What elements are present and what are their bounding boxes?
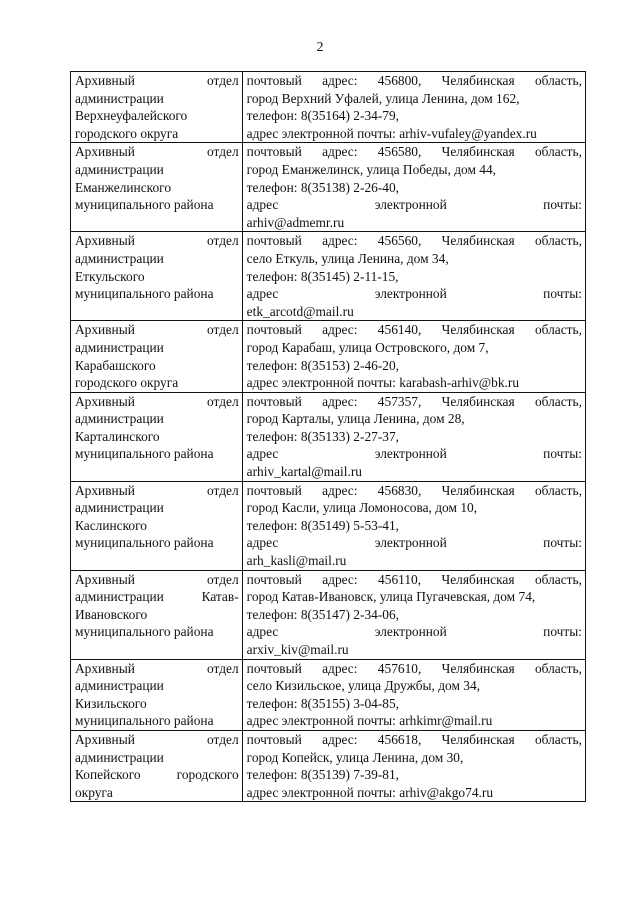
org-cell [71,730,243,801]
postal-address-word: почтовый [246,233,302,249]
org-line: администрации [75,250,164,266]
org-line: муниципального района [75,446,214,462]
postal-address-word: 457357, [377,393,422,409]
postal-address-word: 457610, [377,660,422,676]
org-line: администрации [75,678,164,694]
email-line: адрес электронной почты: karabash-arhiv@bk.ru [246,375,520,391]
org-line-split-word-1: администрации [75,589,164,605]
contact-cell [242,570,585,659]
postal-address-line [247,72,582,90]
phone-line: телефон: 8(35133) 2-27-37, [246,428,400,444]
org-line: муниципального района [75,624,214,640]
email-line: адрес электронной почты: arhiv-vufaley@yandex.ru [246,125,537,141]
street-address-line: город Верхний Уфалей, улица Ленина, дом 162, [246,90,520,106]
org-title-line-word-1: Архивный [75,571,135,587]
table-row [71,570,586,659]
contact-cell [242,232,585,321]
org-line: Верхнеуфалейского [75,108,188,124]
postal-address-line [247,321,582,339]
postal-address-word: Челябинская [441,660,515,676]
org-line: администрации [75,749,164,765]
email-label-word: почты: [543,197,582,213]
phone-line: телефон: 8(35147) 2-34-06, [246,606,400,622]
table-row [71,481,586,570]
org-line: Ивановского [75,606,148,622]
phone-line: телефон: 8(35149) 5-53-41, [246,517,400,533]
postal-address-word: Челябинская [441,731,515,747]
org-title-line-word-1: Архивный [75,731,135,747]
org-line: городского округа [75,125,179,141]
org-line: Каслинского [75,517,147,533]
postal-address-line [247,731,582,749]
postal-address-word: адрес: [322,660,358,676]
street-address-line: город Карабаш, улица Островского, дом 7, [246,339,489,355]
contact-cell [242,481,585,570]
street-address-line: город Копейск, улица Ленина, дом 30, [246,749,464,765]
contact-cell [242,72,585,143]
org-title-line-word-2: отдел [207,393,239,409]
org-line: администрации [75,90,164,106]
org-title-line [75,143,239,161]
postal-address-word: почтовый [246,571,302,587]
table-row [71,143,586,232]
postal-address-word: почтовый [246,393,302,409]
postal-address-word: область, [534,482,582,498]
org-line: администрации [75,161,164,177]
postal-address-line [247,571,582,589]
org-cell [71,392,243,481]
org-title-line-word-1: Архивный [75,660,135,676]
street-address-line: село Еткуль, улица Ленина, дом 34, [246,250,449,266]
org-line: администрации [75,411,164,427]
org-line: Еткульского [75,268,145,284]
email-label-word: адрес [246,286,279,302]
phone-line: телефон: 8(35138) 2-26-40, [246,179,400,195]
postal-address-word: область, [534,144,582,160]
postal-address-word: Челябинская [441,482,515,498]
org-title-line [75,72,239,90]
org-line: муниципального района [75,535,214,551]
org-cell [71,659,243,730]
email-label-word: электронной [374,446,447,462]
org-title-line-word-2: отдел [207,571,239,587]
org-title-line [75,571,239,589]
postal-address-word: почтовый [246,660,302,676]
postal-address-line [247,232,582,250]
postal-address-word: 456618, [377,731,422,747]
postal-address-line [247,393,582,411]
postal-address-word: адрес: [322,322,358,338]
org-title-line [75,232,239,250]
org-line-split-word-2: городского [176,767,239,783]
postal-address-word: Челябинская [441,322,515,338]
org-title-line-word-2: отдел [207,144,239,160]
phone-line: телефон: 8(35155) 3-04-85, [246,695,400,711]
email-line: адрес электронной почты: arhiv@akgo74.ru [246,784,494,800]
org-line: администрации [75,339,164,355]
email-address: arhiv_kartal@mail.ru [246,464,362,480]
org-title-line [75,660,239,678]
email-address: arhiv@admemr.ru [246,214,345,230]
table-row [71,72,586,143]
street-address-line: город Карталы, улица Ленина, дом 28, [246,411,465,427]
email-label-word: почты: [543,535,582,551]
org-title-line-word-1: Архивный [75,233,135,249]
org-title-line-word-1: Архивный [75,144,135,160]
org-line: Карталинского [75,428,160,444]
postal-address-word: адрес: [322,482,358,498]
org-line: округа [75,784,113,800]
street-address-line: село Кизильское, улица Дружбы, дом 34, [246,678,481,694]
table-row [71,232,586,321]
email-address: arxiv_kiv@mail.ru [246,642,349,657]
postal-address-word: область, [534,73,582,88]
org-cell [71,481,243,570]
org-line-split [75,588,239,606]
postal-address-word: адрес: [322,731,358,747]
postal-address-word: Челябинская [441,233,515,249]
email-label-line [247,445,582,463]
org-line: Карабашского [75,357,156,373]
street-address-line: город Еманжелинск, улица Победы, дом 44, [246,161,497,177]
org-cell [71,143,243,232]
postal-address-word: почтовый [246,482,302,498]
street-address-line: город Касли, улица Ломоносова, дом 10, [246,500,478,516]
email-label-word: почты: [543,446,582,462]
postal-address-word: область, [534,731,582,747]
postal-address-word: 456110, [378,571,422,587]
email-address: arh_kasli@mail.ru [246,553,347,569]
org-title-line-word-1: Архивный [75,73,135,88]
email-label-line [247,534,582,552]
postal-address-word: 456800, [377,73,422,88]
email-label-word: электронной [374,535,447,551]
table-row [71,730,586,801]
org-title-line-word-2: отдел [207,660,239,676]
postal-address-word: Челябинская [441,571,515,587]
org-title-line-word-1: Архивный [75,322,135,338]
org-title-line-word-1: Архивный [75,393,135,409]
email-label-word: почты: [543,624,582,640]
org-title-line-word-2: отдел [207,482,239,498]
org-title-line-word-2: отдел [207,731,239,747]
archive-contacts-table [70,71,586,802]
postal-address-word: область, [534,660,582,676]
contact-cell [242,392,585,481]
org-line: Кизильского [75,695,147,711]
email-label-word: электронной [374,286,447,302]
postal-address-word: почтовый [246,731,302,747]
org-line: Еманжелинского [75,179,172,195]
org-cell [71,232,243,321]
table-row [71,659,586,730]
postal-address-line [247,660,582,678]
postal-address-word: адрес: [322,393,358,409]
org-title-line-word-2: отдел [207,73,239,88]
postal-address-word: область, [534,233,582,249]
postal-address-word: Челябинская [441,144,515,160]
org-title-line [75,482,239,500]
table-row [71,392,586,481]
postal-address-word: почтовый [246,322,302,338]
org-cell [71,321,243,392]
postal-address-word: адрес: [322,571,358,587]
page-number: 2 [316,40,324,55]
postal-address-word: 456830, [377,482,422,498]
org-line: городского округа [75,375,179,391]
org-line: администрации [75,500,164,516]
phone-line: телефон: 8(35164) 2-34-79, [246,108,400,124]
phone-line: телефон: 8(35139) 7-39-81, [246,767,400,783]
email-label-word: адрес [246,446,279,462]
phone-line: телефон: 8(35153) 2-46-20, [246,357,400,373]
org-line-split [75,766,239,784]
contact-cell [242,659,585,730]
postal-address-word: почтовый [246,73,302,88]
org-title-line [75,321,239,339]
postal-address-word: адрес: [322,73,358,88]
email-label-line [247,623,582,641]
org-title-line [75,731,239,749]
street-address-line: город Катав-Ивановск, улица Пугачевская, дом 74, [246,589,536,605]
postal-address-word: 456560, [377,233,422,249]
postal-address-word: адрес: [322,233,358,249]
postal-address-word: почтовый [246,144,302,160]
org-line-split-word-1: Копейского [75,767,141,783]
org-line: муниципального района [75,286,214,302]
table-row [71,321,586,392]
postal-address-word: область, [534,571,582,587]
email-label-word: адрес [246,197,279,213]
email-label-word: электронной [374,624,447,640]
org-line: муниципального района [75,197,214,213]
email-label-word: электронной [374,197,447,213]
email-label-word: адрес [246,624,279,640]
contact-cell [242,321,585,392]
org-cell [71,72,243,143]
email-label-word: почты: [543,286,582,302]
email-address: etk_arcotd@mail.ru [246,303,354,319]
email-label-line [247,285,582,303]
postal-address-line [247,143,582,161]
email-label-line [247,196,582,214]
postal-address-word: адрес: [322,144,358,160]
postal-address-word: 456580, [377,144,422,160]
org-title-line-word-2: отдел [207,322,239,338]
email-line: адрес электронной почты: arhkimr@mail.ru [246,713,493,729]
contact-cell [242,143,585,232]
postal-address-line [247,482,582,500]
postal-address-word: область, [534,322,582,338]
org-title-line-word-2: отдел [207,233,239,249]
table-body [71,72,586,802]
postal-address-word: 456140, [377,322,422,338]
phone-line: телефон: 8(35145) 2-11-15, [246,268,399,284]
org-line-split-word-2: Катав- [201,589,239,605]
org-line: муниципального района [75,713,214,729]
org-title-line-word-1: Архивный [75,482,135,498]
postal-address-word: Челябинская [441,73,515,88]
email-label-word: адрес [246,535,279,551]
org-cell [71,570,243,659]
org-title-line [75,393,239,411]
postal-address-word: область, [534,393,582,409]
postal-address-word: Челябинская [441,393,515,409]
contact-cell [242,730,585,801]
